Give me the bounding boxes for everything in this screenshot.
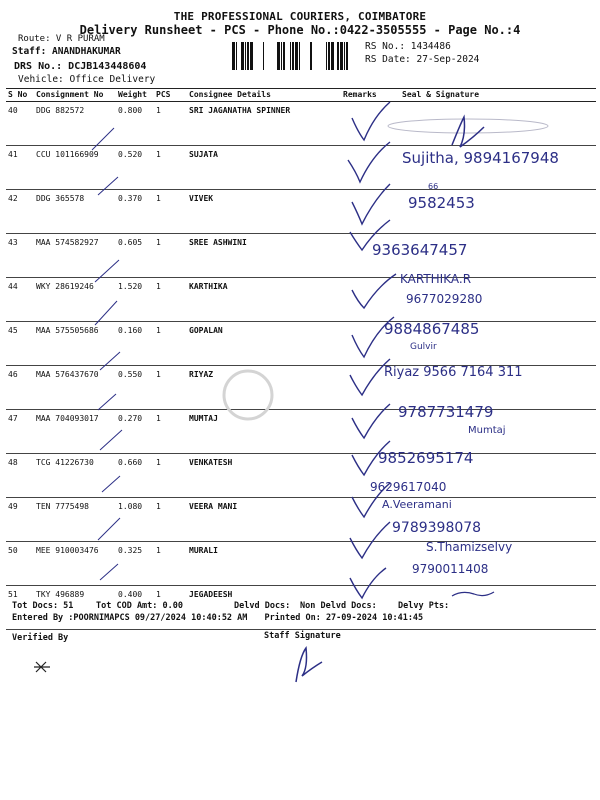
barcode-bar xyxy=(245,42,246,70)
delivery-points: Delvy Pts: xyxy=(398,601,450,611)
row-consignee: MURALI xyxy=(189,546,218,555)
table-row xyxy=(6,146,596,190)
barcode-bar xyxy=(241,42,244,70)
hw-row50-sub: S.Thamizselvy xyxy=(426,540,513,554)
hw-row46: Riyaz 9566 7164 311 xyxy=(384,365,523,380)
row-sno: 44 xyxy=(8,282,18,291)
row-sno: 42 xyxy=(8,194,18,203)
row-consignee: VIVEK xyxy=(189,194,214,203)
row-weight: 1.080 xyxy=(118,502,143,511)
row-weight: 0.800 xyxy=(118,106,143,115)
row-pcs: 1 xyxy=(156,414,161,423)
barcode-bar xyxy=(263,42,264,70)
row-consignee: VENKATESH xyxy=(189,458,233,467)
hw-row49: 9629617040 xyxy=(370,480,447,494)
row-weight: 0.520 xyxy=(118,150,143,159)
company-name: THE PROFESSIONAL COURIERS, COIMBATORE xyxy=(173,10,427,23)
table-row xyxy=(6,322,596,366)
row-weight: 1.520 xyxy=(118,282,143,291)
row-sno: 48 xyxy=(8,458,18,467)
entered-by: Entered By :POORNIMAPCS 09/27/2024 10:40:52 AM xyxy=(12,613,248,623)
row-consignment: MAA 574582927 xyxy=(36,238,99,247)
row-weight: 0.550 xyxy=(118,370,143,379)
staff-label: Staff: ANANDHAKUMAR xyxy=(12,46,121,57)
table-row xyxy=(6,102,596,146)
barcode-bar xyxy=(331,42,334,70)
verified-by-label: Verified By xyxy=(12,633,69,643)
row-weight: 0.660 xyxy=(118,458,143,467)
table-header xyxy=(6,88,596,102)
barcode-image xyxy=(232,42,357,70)
row-consignee: RIYAZ xyxy=(189,370,214,379)
barcode-bar xyxy=(337,42,339,70)
table-row xyxy=(6,498,596,542)
table-row xyxy=(6,190,596,234)
printed-on: Printed On: 27-09-2024 10:41:45 xyxy=(264,613,424,623)
row-consignment: MEE 910003476 xyxy=(36,546,99,555)
row-consignee: MUMTAJ xyxy=(189,414,218,423)
row-consignee: SREE ASHWINI xyxy=(189,238,247,247)
hw-row50: 9789398078 xyxy=(392,520,482,536)
hw-row43: 9363647457 xyxy=(372,241,468,259)
drs-number: DRS No.: DCJB143448604 xyxy=(14,61,147,72)
row-consignee: KARTHIKA xyxy=(189,282,228,291)
vehicle-label: Vehicle: Office Delivery xyxy=(18,74,156,85)
row-pcs: 1 xyxy=(156,194,161,203)
route-label: Route: V R PURAM xyxy=(18,34,105,44)
hw-row42-top: 66 xyxy=(428,182,439,191)
barcode-bar xyxy=(299,42,300,70)
row-sno: 45 xyxy=(8,326,18,335)
non-delivered-docs: Non Delvd Docs: xyxy=(300,601,377,611)
col-consignment: Consignment No xyxy=(36,90,104,99)
barcode-bar xyxy=(277,42,280,70)
hw-row47: 9787731479 xyxy=(398,403,494,421)
col-seal-signature: Seal & Signature xyxy=(402,90,480,99)
col-weight: Weight xyxy=(118,90,147,99)
row-consignment: DDG 882572 xyxy=(36,106,85,115)
row-consignment: MAA 575505686 xyxy=(36,326,99,335)
row-consignee: VEERA MANI xyxy=(189,502,238,511)
hw-row45-sub: Gulvir xyxy=(410,342,437,352)
barcode-bar xyxy=(281,42,282,70)
row-consignee: SUJATA xyxy=(189,150,218,159)
col-pcs: PCS xyxy=(156,90,171,99)
hw-row42: 9582453 xyxy=(408,194,475,212)
hw-row44-phone: 9677029280 xyxy=(406,292,483,306)
tot-cod-amount: Tot COD Amt: 0.00 xyxy=(96,601,183,611)
barcode-bar xyxy=(295,42,298,70)
tot-docs: Tot Docs: 51 xyxy=(12,601,74,611)
barcode-bar xyxy=(283,42,285,70)
row-pcs: 1 xyxy=(156,150,161,159)
barcode-bar xyxy=(310,42,312,70)
row-pcs: 1 xyxy=(156,282,161,291)
hw-row41: Sujitha, 9894167948 xyxy=(402,149,559,167)
row-pcs: 1 xyxy=(156,106,161,115)
row-consignment: CCU 101166909 xyxy=(36,150,99,159)
runsheet-title: Delivery Runsheet - PCS - Phone No.:0422-3505555 - Page No.:4 xyxy=(79,23,521,37)
row-consignment: MAA 704093017 xyxy=(36,414,99,423)
col-consignee: Consignee Details xyxy=(189,90,271,99)
barcode-bar xyxy=(236,42,237,70)
row-consignment: DDG 365578 xyxy=(36,194,85,203)
rs-date: RS Date: 27-Sep-2024 xyxy=(365,54,480,65)
barcode-bar xyxy=(328,42,330,70)
row-consignee: SRI JAGANATHA SPINNER xyxy=(189,106,291,115)
row-sno: 40 xyxy=(8,106,18,115)
table-row xyxy=(6,454,596,498)
row-consignment: WKY 28619246 xyxy=(36,282,94,291)
hw-row44-name: KARTHIKA.R xyxy=(400,272,472,286)
row-pcs: 1 xyxy=(156,326,161,335)
row-consignee: GOPALAN xyxy=(189,326,223,335)
barcode-bar xyxy=(326,42,327,70)
table-row xyxy=(6,410,596,454)
barcode-bar xyxy=(340,42,343,70)
row-consignment: TCG 41226730 xyxy=(36,458,94,467)
staff-signature-label: Staff Signature xyxy=(264,631,341,641)
row-sno: 46 xyxy=(8,370,18,379)
rs-number: RS No.: 1434486 xyxy=(365,41,451,52)
row-weight: 0.270 xyxy=(118,414,143,423)
table-row xyxy=(6,234,596,278)
row-weight: 0.160 xyxy=(118,326,143,335)
row-consignee: JEGADEESH xyxy=(189,590,233,599)
row-sno: 47 xyxy=(8,414,18,423)
table-row xyxy=(6,542,596,586)
row-sno: 51 xyxy=(8,590,18,599)
col-remarks: Remarks xyxy=(343,90,377,99)
hw-row49-sub: A.Veeramani xyxy=(382,498,452,511)
row-consignment: TKY 496889 xyxy=(36,590,85,599)
barcode-bar xyxy=(232,42,235,70)
row-weight: 0.605 xyxy=(118,238,143,247)
row-weight: 0.400 xyxy=(118,590,143,599)
runsheet-table xyxy=(6,88,596,630)
barcode-bar xyxy=(346,42,348,70)
row-sno: 49 xyxy=(8,502,18,511)
entered-by-line xyxy=(12,613,423,623)
col-sno: S No xyxy=(8,90,28,99)
table-row xyxy=(6,278,596,322)
row-sno: 43 xyxy=(8,238,18,247)
hw-row51: 9790011408 xyxy=(412,562,489,576)
hw-row48: 9852695174 xyxy=(378,449,474,467)
barcode-bar xyxy=(250,42,253,70)
hw-row45: 9884867485 xyxy=(384,320,480,338)
row-weight: 0.325 xyxy=(118,546,143,555)
row-consignment: MAA 576437670 xyxy=(36,370,99,379)
row-sno: 50 xyxy=(8,546,18,555)
row-pcs: 1 xyxy=(156,458,161,467)
row-pcs: 1 xyxy=(156,370,161,379)
row-sno: 41 xyxy=(8,150,18,159)
row-consignment: TEN 7775498 xyxy=(36,502,89,511)
barcode-bar xyxy=(344,42,345,70)
delivered-docs: Delvd Docs: xyxy=(234,601,291,611)
barcode-bar xyxy=(247,42,249,70)
hw-row47-sub: Mumtaj xyxy=(468,425,506,436)
staff-signature-scribble xyxy=(296,648,322,682)
barcode-bar xyxy=(292,42,294,70)
row-pcs: 1 xyxy=(156,590,161,599)
table-row xyxy=(6,366,596,410)
row-weight: 0.370 xyxy=(118,194,143,203)
row-pcs: 1 xyxy=(156,502,161,511)
barcode-bar xyxy=(290,42,291,70)
row-pcs: 1 xyxy=(156,546,161,555)
row-pcs: 1 xyxy=(156,238,161,247)
verified-signature-scribble xyxy=(34,662,50,672)
